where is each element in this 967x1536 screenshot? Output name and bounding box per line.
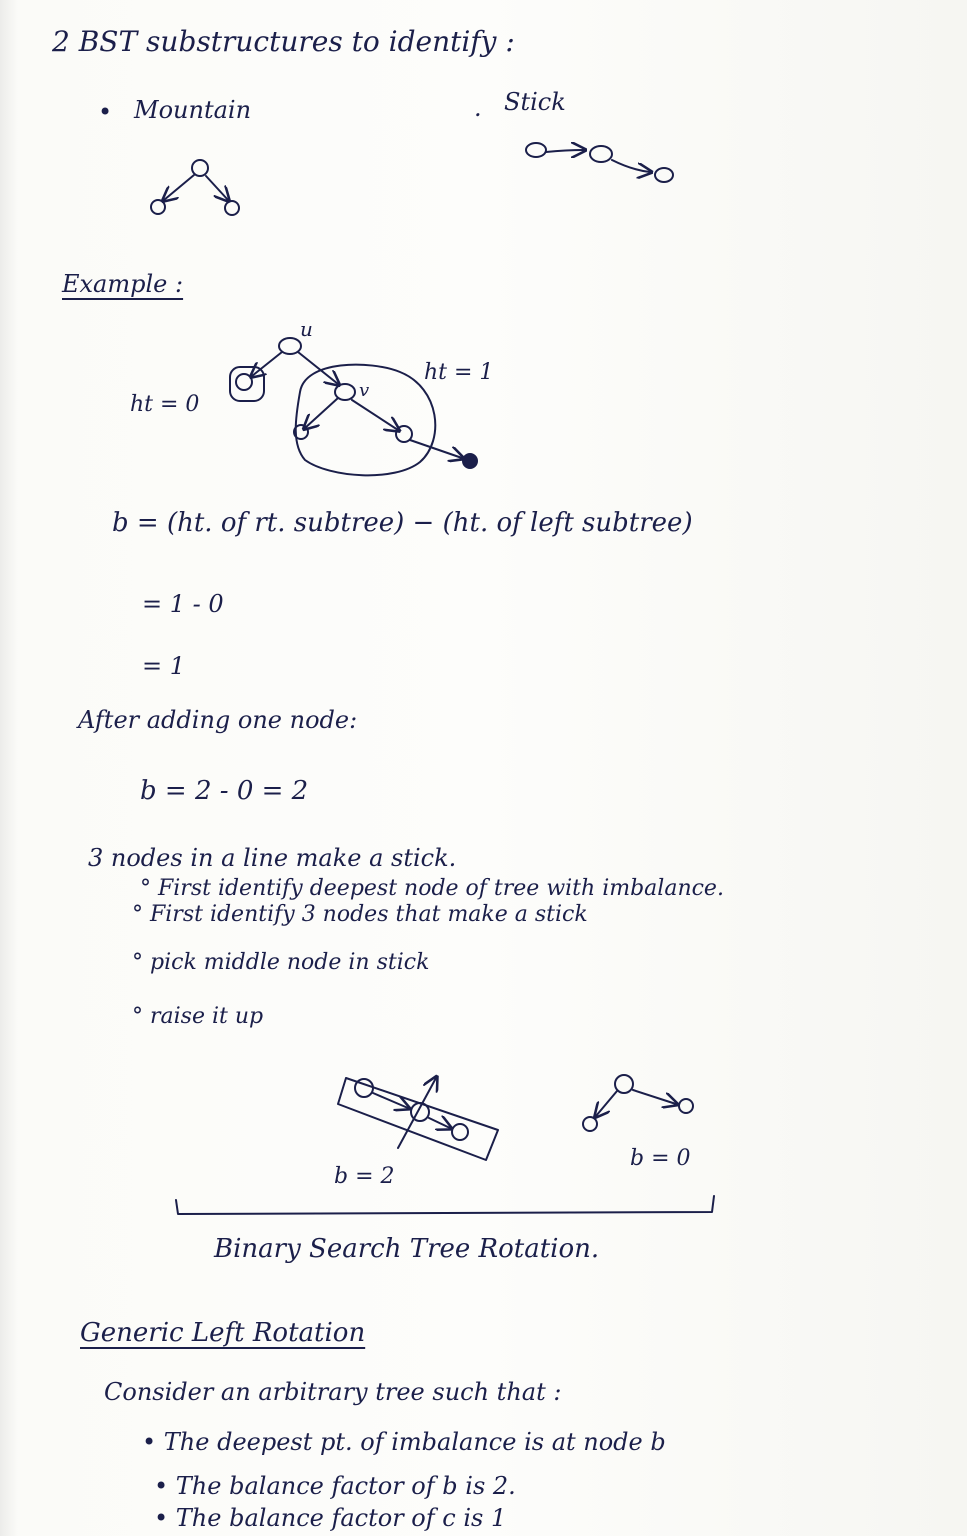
- generic-bullet-2: • The balance factor of b is 2.: [154, 1472, 516, 1500]
- stick-edge-arrow: [546, 150, 584, 152]
- example-tree-diagram: [230, 317, 477, 475]
- added-node-filled: [463, 454, 477, 468]
- balance-step-2: = 1: [142, 652, 186, 680]
- stick-edge-arrow: [429, 1118, 450, 1128]
- left-child-node: [236, 374, 252, 390]
- raise-up-arrow: [398, 1078, 436, 1148]
- tree-node: [583, 1117, 597, 1131]
- rotation-before-balance: b = 2: [334, 1164, 395, 1189]
- example-label: Example :: [62, 270, 184, 298]
- stick-bullet-2: ° First identify 3 nodes that make a stick: [132, 902, 588, 927]
- after-adding-label: After adding one node:: [78, 706, 358, 734]
- stick-intro: 3 nodes in a line make a stick.: [88, 844, 457, 872]
- stick-node: [590, 146, 612, 162]
- tree-edge-arrow: [298, 352, 338, 384]
- heading: 2 BST substructures to identify :: [52, 25, 515, 58]
- tree-edge-arrow: [596, 1091, 617, 1116]
- tree-node: [225, 201, 239, 215]
- tree-edge-arrow: [633, 1090, 676, 1104]
- tree-edge-arrow: [305, 398, 338, 428]
- rotation-before-diagram: [338, 1078, 498, 1160]
- rotation-caption: Binary Search Tree Rotation.: [214, 1234, 600, 1264]
- stick-bullet-1: ° First identify deepest node of tree with imbalance.: [140, 876, 724, 901]
- mountain-diagram: [151, 160, 239, 215]
- generic-intro: Consider an arbitrary tree such that :: [104, 1378, 562, 1406]
- stick-node: [526, 143, 546, 157]
- stick-bullet-3: ° pick middle node in stick: [132, 950, 430, 975]
- rotation-bracket: [176, 1196, 714, 1214]
- right-height-label: ht = 1: [424, 360, 494, 385]
- stick-node: [355, 1079, 373, 1097]
- tree-node: [151, 200, 165, 214]
- stick-box: [338, 1078, 498, 1160]
- left-height-label: ht = 0: [130, 392, 200, 417]
- stick-diagram: [526, 143, 673, 182]
- balance-formula: b = (ht. of rt. subtree) − (ht. of left subtree): [112, 508, 693, 538]
- node-label-v: v: [359, 380, 370, 401]
- tree-edge-arrow: [252, 352, 282, 376]
- stick-label: Stick: [504, 88, 566, 116]
- left-subtree-box: [230, 367, 264, 401]
- tree-edge-arrow: [164, 175, 194, 200]
- bullet-dot: .: [474, 94, 482, 122]
- mountain-label: Mountain: [134, 96, 252, 124]
- stick-edge-arrow: [373, 1093, 408, 1108]
- balance-step-1: = 1 - 0: [142, 590, 224, 618]
- stick-edge-arrow: [612, 160, 650, 172]
- rotation-after-diagram: [583, 1075, 693, 1131]
- after-adding-result: b = 2 - 0 = 2: [140, 776, 309, 806]
- tree-edge-arrow: [352, 400, 398, 430]
- stick-node: [655, 168, 673, 182]
- tree-edge-arrow: [206, 176, 228, 200]
- node-label-u: u: [300, 317, 313, 341]
- bullet-dot: •: [98, 98, 113, 126]
- generic-bullet-1: • The deepest pt. of imbalance is at node b: [142, 1428, 666, 1456]
- tree-edge-arrow: [410, 440, 462, 458]
- stick-node: [452, 1124, 468, 1140]
- rotation-after-balance: b = 0: [630, 1146, 691, 1171]
- stick-bullet-4: ° raise it up: [132, 1004, 264, 1029]
- generic-title: Generic Left Rotation: [80, 1318, 366, 1348]
- tree-node: [679, 1099, 693, 1113]
- generic-bullet-3: • The balance factor of c is 1: [154, 1504, 507, 1532]
- tree-node: [192, 160, 208, 176]
